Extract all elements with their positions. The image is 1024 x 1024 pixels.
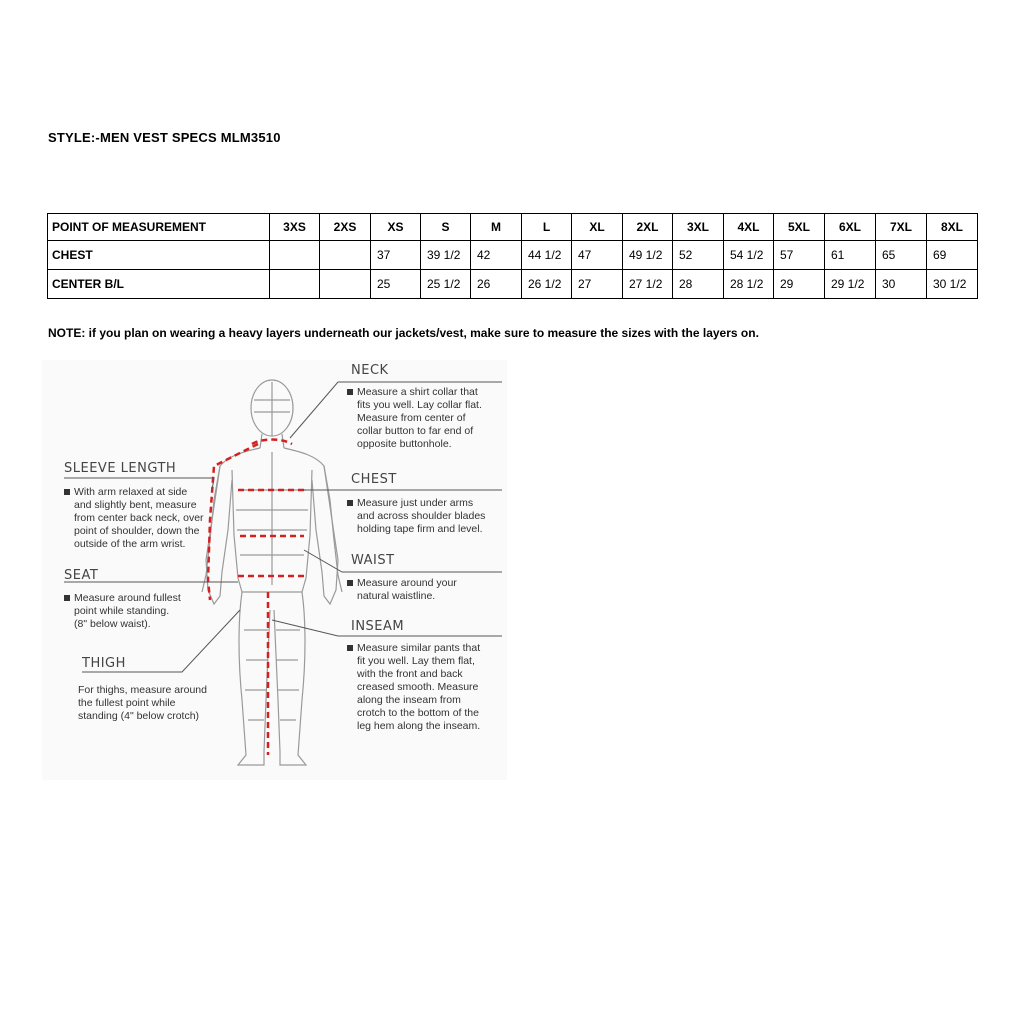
table-cell: 37 xyxy=(371,241,421,270)
table-header-cell: 8XL xyxy=(927,214,978,241)
table-cell: 42 xyxy=(471,241,522,270)
table-cell xyxy=(270,270,320,299)
table-cell: 27 xyxy=(572,270,623,299)
bullet-icon xyxy=(347,389,353,395)
table-header-row xyxy=(48,214,978,241)
table-header-cell: 3XL xyxy=(673,214,724,241)
table-header-cell: XL xyxy=(572,214,623,241)
neck-label: NECK xyxy=(351,363,389,378)
table-cell: 44 1/2 xyxy=(522,241,572,270)
table-cell: 47 xyxy=(572,241,623,270)
sleeve-length-description: With arm relaxed at side and slightly bent, measure from center back neck, over point of shoulder, down the outside of the arm wrist. xyxy=(64,486,204,551)
sizing-note: NOTE: if you plan on wearing a heavy layers underneath our jackets/vest, make sure to measure the sizes with the layers on. xyxy=(48,326,759,340)
table-cell: 39 1/2 xyxy=(421,241,471,270)
chest-description: Measure just under arms and across shoulder blades holding tape firm and level. xyxy=(347,497,485,536)
table-row xyxy=(48,241,978,270)
table-header-cell: 6XL xyxy=(825,214,876,241)
table-header-cell: L xyxy=(522,214,572,241)
table-cell: 29 1/2 xyxy=(825,270,876,299)
table-cell: 49 1/2 xyxy=(623,241,673,270)
table-cell: 26 xyxy=(471,270,522,299)
table-cell: 65 xyxy=(876,241,927,270)
page-title: STYLE:-MEN VEST SPECS MLM3510 xyxy=(48,130,281,145)
table-cell xyxy=(320,241,371,270)
table-cell: 69 xyxy=(927,241,978,270)
inseam-description: Measure similar pants that fit you well. Lay them flat, with the front and back creased smooth. Measure along the inseam from crotch to the bottom of the leg hem along the inseam. xyxy=(347,642,480,733)
sleeve-length-label: SLEEVE LENGTH xyxy=(64,461,177,476)
thigh-description: For thighs, measure around the fullest point while standing (4" below crotch) xyxy=(78,684,207,722)
table-header-cell: 5XL xyxy=(774,214,825,241)
table-cell: 61 xyxy=(825,241,876,270)
table-header-cell: 4XL xyxy=(724,214,774,241)
thigh-label: THIGH xyxy=(82,656,126,671)
bullet-icon xyxy=(347,580,353,586)
table-header-cell: 2XL xyxy=(623,214,673,241)
table-cell: 28 xyxy=(673,270,724,299)
table-cell: 57 xyxy=(774,241,825,270)
row-label: CHEST xyxy=(48,241,270,270)
table-cell: 26 1/2 xyxy=(522,270,572,299)
table-header-cell: M xyxy=(471,214,522,241)
table-cell: 28 1/2 xyxy=(724,270,774,299)
table-header-cell: 2XS xyxy=(320,214,371,241)
bullet-icon xyxy=(64,595,70,601)
bullet-icon xyxy=(347,645,353,651)
table-cell xyxy=(320,270,371,299)
table-cell: 29 xyxy=(774,270,825,299)
table-cell: 30 xyxy=(876,270,927,299)
chest-label: CHEST xyxy=(351,472,397,487)
table-cell: 52 xyxy=(673,241,724,270)
table-row xyxy=(48,270,978,299)
waist-description: Measure around your natural waistline. xyxy=(347,577,457,603)
table-header-cell: 3XS xyxy=(270,214,320,241)
table-header-cell: POINT OF MEASUREMENT xyxy=(48,214,270,241)
table-cell: 25 1/2 xyxy=(421,270,471,299)
table-cell: 30 1/2 xyxy=(927,270,978,299)
seat-description: Measure around fullest point while standing. (8" below waist). xyxy=(64,592,181,631)
measurement-diagram xyxy=(42,360,507,780)
inseam-label: INSEAM xyxy=(351,619,405,634)
spec-table xyxy=(47,213,978,299)
bullet-icon xyxy=(347,500,353,506)
row-label: CENTER B/L xyxy=(48,270,270,299)
table-cell: 25 xyxy=(371,270,421,299)
waist-label: WAIST xyxy=(351,553,395,568)
bullet-icon xyxy=(64,489,70,495)
table-header-cell: XS xyxy=(371,214,421,241)
neck-description: Measure a shirt collar that fits you well. Lay collar flat. Measure from center of collar button to far end of opposite buttonhole. xyxy=(347,386,482,451)
table-header-cell: 7XL xyxy=(876,214,927,241)
table-header-cell: S xyxy=(421,214,471,241)
table-cell xyxy=(270,241,320,270)
table-cell: 27 1/2 xyxy=(623,270,673,299)
seat-label: SEAT xyxy=(64,568,99,583)
table-cell: 54 1/2 xyxy=(724,241,774,270)
